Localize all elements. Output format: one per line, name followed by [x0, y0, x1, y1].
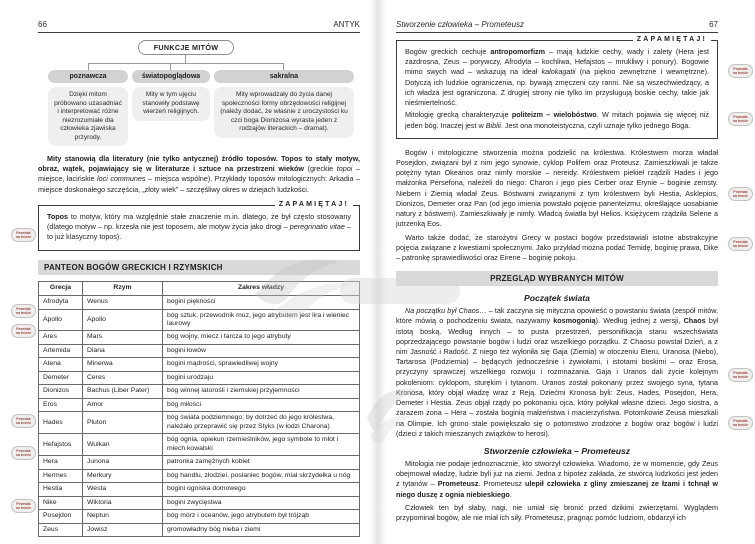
pewniak-badge	[11, 324, 36, 338]
diagram-label-sakralna: sakralna	[214, 70, 354, 83]
pewniak-badge	[728, 416, 753, 430]
gods-table-body	[39, 296, 360, 537]
table-row: Hefajstos Wulkan bóg ognia, opiekun rzemieślników, jego symbole to młot i miech kowalski	[39, 434, 360, 456]
connector-line	[170, 63, 171, 70]
chaos-paragraph: Na początku był Chaos… – tak zaczyna się mityczna opowieść o powstaniu świata (zespół mitów, które mówią o pochodzeniu świata, nazywamy kosmogonią). Według jednej z wersji, Chaos był istotą boską. Według innych – to pusta przestrzeń, personifikacja stanu wszechświata poprzedzającego powstanie bogów i ludzi oraz wszelkiego porządku. Z Chaosu powstał Dzień, a z nim Jasność i Radość. Z niego też wyłoniła się Gaja (Ziemia) w otoczeniu Eteru, Uranosa (Niebo), Tartarosa (Podziemia) – będących jednocześnie i żywiołami, i istotami boskimi – oraz Erosa, przyczyny sprawczej wszelkiego rozwoju i rozmnażania. Gaja i Uranos dali życie kolejnym pokoleniom: cyklopom, sturękim i tytanom. Uranos został pokonany przez swojego syna, tytana Kronosa, który objął władzę wraz z Reją. Dziećmi Kronosa byli: Zeus, Hades, Posejdon, Hera, Demeter i Hestia. Zeus objął rządy po pokonaniu ojca, który połykał własne dzieci. Jego siostra, a zarazem żona – Hera – została boginią małżeństwa i macierzyństwa. Potomkowie Zeusa mieszkali na Olimpie. Ich grono stale powiększało się o potomstwo zrodzone z bogów oraz bogów i ludzi (dzieci z takich mieszanych związków to herosi).	[396, 306, 719, 438]
page-number-left: 66	[38, 20, 47, 29]
badge-line2: na teście	[732, 375, 749, 379]
badge-line2: na teście	[732, 194, 749, 198]
badge-line1: Pewniak	[733, 189, 748, 194]
table-row: Nike Wiktoria bogini zwycięstwa	[39, 496, 360, 509]
gods-table	[38, 281, 360, 538]
section-bar-pantheon: PANTEON BOGÓW GRECKICH I RZYMSKICH	[38, 260, 360, 275]
page-number-right: 67	[709, 20, 718, 29]
section-bar-myths: PRZEGLĄD WYBRANYCH MITÓW	[396, 271, 718, 286]
pewniak-badge	[728, 368, 753, 382]
badge-line2: na teście	[15, 235, 32, 239]
badge-line2: na teście	[15, 311, 32, 315]
abstract-gods-paragraph: Warto także dodać, że starożytni Grecy w postaci bogów przedstawiali istotne abstrakcyjne pojęcia związane z kwestiami społecznymi. Jako przykład można podać Temidę, boginię prawa, Dike – patronkę sprawiedliwości oraz Eirene – boginię pokoju.	[396, 232, 718, 262]
badge-line1: Pewniak	[733, 114, 748, 119]
diagram-box-sakralna: Mity wprowadzały do życia danej społeczności formy obrzędowości religijnej (należy dodać, że właśnie z uroczystości ku czci boga Dionizosa wyrasta jeden z rodzajów literackich – dramat).	[214, 87, 354, 138]
table-row: Dionizos Bachus (Liber Pater) bóg winnej latorośli i ziemskiej przyjemności	[39, 385, 360, 398]
connector-line	[283, 63, 284, 70]
badge-line1: Pewniak	[733, 239, 748, 244]
subhead-creation-of-man: Stworzenie człowieka – Prometeusz	[483, 446, 631, 456]
badge-line1: Pewniak	[16, 501, 31, 506]
badge-line2: na teście	[732, 423, 749, 427]
memo-text-polytheism: Mitologię grecką charakteryzuje politeizm – wielobóstwo. W mitach pojawia się więcej niż jeden bóg. Inaczej jest w Biblii. Jest ona monoteistyczna, czyli uznaje tylko jednego Boga.	[405, 110, 709, 130]
pewniak-badge	[11, 499, 36, 513]
badge-line2: na teście	[732, 119, 749, 123]
col-header-grecja: Grecja	[39, 281, 83, 295]
diagram-label-poznawcza: poznawcza	[48, 70, 128, 83]
badge-line1: Pewniak	[16, 448, 31, 453]
col-header-rzym: Rzym	[83, 281, 163, 295]
connector-line	[88, 63, 89, 70]
prometheus-paragraph: Mitologia nie podaje jednoznacznie, kto stworzył człowieka. Wiadomo, że w momencie, gdy Zeus obejmował władzę, ludzie byli już na ziemi. Jedna z hipotez zakłada, że stwórcą ludzkości jest jeden z tytanów – Prometeusz. Prometeusz ulepił człowieka z gliny zmieszanej ze łzami i tchnął w niego duszę z ognia niebieskiego.	[396, 459, 719, 499]
pewniak-badge	[728, 112, 753, 126]
table-row: Artemida Diana bogini łowów	[39, 344, 360, 357]
diagram-box-poznawcza: Dzięki mitom próbowano uzasadniać i interpretować różne niezrozumiałe dla człowieka zjawiska przyrody.	[48, 87, 128, 146]
kingdoms-paragraph: Bogów i mitologiczne stworzenia można podzielić na królestwa. Królestwem morza władał Posejdon, związani był z nim jego synowie, cyklop Polifem oraz Proteusz. Zamieszkiwali je także potężny tytan Okeanos oraz nimfy morskie – nereidy. Królestwem piekieł rządzili Hades i jego małżonka Persefona, należeli do niego: Charon i jego pies Cerber oraz Erynie – boginie zemsty. Niebem i Ziemią władał Zeus. Bóstwami związanymi z tym królestwem byli Hestia, Asklepios, Dionizos, Demeter oraz Pan (od jego imienia powstało pojęcie panenteizmu, określające uosabianie natury z bóstwem). Zamieszkiwały je nimfy. Władcą światła był Helios. Księżycem rządziła Selene a jutrzenką Eos.	[396, 147, 718, 229]
badge-line1: Pewniak	[733, 370, 748, 375]
pewniak-badge	[728, 237, 753, 251]
table-row: Ares Mars bóg wojny, miecz i tarcza to jego atrybuty	[39, 331, 360, 344]
table-row: Apollo Apollo bóg sztuk, przewodnik muz, jego atrybutem jest lira i wieniec laurowy	[39, 309, 360, 331]
table-row: Zeus Jowisz gromowładny bóg nieba i ziemi	[39, 523, 360, 536]
badge-line1: Pewniak	[733, 418, 748, 423]
badge-line1: Pewniak	[16, 306, 31, 311]
topos-paragraph: Mity stanowią dla literatury (nie tylko antycznej) źródło toposów. Topos to stały motyw, obraz, wątek, pojawiający się w literaturze i sztuce na przestrzeni wieków (greckie topoi – miejsce, łacińskie loci communes – miejsca wspólne). Przykłady toposów mitologicznych: Arkadia – miejsce doskonałego szczęścia, „złoty wiek” – szczęśliwy okres w dziejach ludzkości.	[38, 154, 360, 194]
memo-label: ZAPAMIĘTAJ!	[633, 36, 711, 43]
memo-text: Topos to motyw, który ma względnie stałe znaczenie m.in. dlatego, że był często stosowany (dlatego motyw – np. krzesła nie jest toposem, ale motyw życia jako drogi – peregrinatio vitae – to już klasyczny topos).	[47, 211, 351, 242]
connector-line	[185, 55, 186, 63]
badge-line1: Pewniak	[733, 66, 748, 71]
badge-line2: na teście	[732, 244, 749, 248]
memo-label: ZAPAMIĘTAJ!	[275, 201, 353, 208]
table-row: Hera Junona patronka zamężnych kobiet	[39, 456, 360, 469]
memo-box-gods	[396, 36, 718, 139]
myth-functions-diagram	[38, 40, 360, 150]
badge-line1: Pewniak	[16, 230, 31, 235]
connector-line	[88, 63, 284, 64]
right-page-header	[396, 20, 718, 33]
diagram-title: FUNKCJE MITÓW	[138, 40, 234, 55]
left-page	[0, 0, 377, 544]
diagram-box-swiatopogladowa: Mity w tym ujęciu stanowiły podstawę wierzeń religijnych.	[132, 87, 210, 121]
badge-line1: Pewniak	[16, 416, 31, 421]
table-row: Afrodyta Wenus bogini piękności	[39, 296, 360, 309]
running-header-right: Stworzenie człowieka – Prometeusz	[396, 20, 525, 29]
table-row: Atena Minerwa bogini mądrości, sprawiedliwej wojny	[39, 358, 360, 371]
running-header-left: ANTYK	[333, 20, 360, 29]
pewniak-badge	[728, 187, 753, 201]
diagram-label-swiatopogladowa: światopoglądowa	[132, 70, 210, 83]
memo-box-topos	[38, 200, 360, 251]
badge-line2: na teście	[15, 506, 32, 510]
pewniak-badge	[11, 414, 36, 428]
table-header-row	[39, 281, 360, 295]
pewniak-badge	[11, 446, 36, 460]
subhead-beginning-of-world: Początek świata	[524, 293, 590, 304]
pewniak-badge	[11, 228, 36, 242]
badge-line2: na teście	[15, 453, 32, 457]
memo-text-anthropomorphism: Bogów greckich cechuje antropomorfizm – mają ludzkie cechy, wady i zalety (Hera jest zazdrosna, Zeus – porywczy, Afrodyta – kochliwa, Hefajstos – mrukliwy i ponury). Bogowie mimo swych wad – wskazują na ideał kalokagatii (na piękno zewnętrzne i wewnętrzne). Dotyczą ich ludzkie ograniczenia, np. bywają zmęczeni czy ranni. Nie są wszechwiedzący, a ich władza jest ograniczona. Z drugiej strony nie tylko im przysługują boskie cechy, takie jak nieśmiertelność.	[405, 47, 709, 108]
col-header-zakres: Zakres władzy	[163, 281, 360, 295]
table-row: Hestia Westa bogini ogniska domowego	[39, 483, 360, 496]
pewniak-badge	[11, 304, 36, 318]
left-page-header	[38, 20, 360, 33]
weak-man-paragraph: Człowiek ten był słaby, nagi, nie umiał się bronić przed dzikimi zwierzętami. Wyglądem przypominał bogów, ale nie miał ich siły. Prometeusz, pragnąc pomóc ludziom, obdarzył ich	[396, 502, 718, 523]
badge-line2: na teście	[732, 71, 749, 75]
table-row: Hermes Merkury bóg handlu, złodziei, posłaniec bogów, miał skrzydełka u nóg	[39, 469, 360, 482]
badge-line1: Pewniak	[16, 326, 31, 331]
table-row: Eros Amor bóg miłości	[39, 398, 360, 411]
table-row: Posejdon Neptun bóg mórz i oceanów, jego atrybutem był trójząb	[39, 510, 360, 523]
table-row: Demeter Ceres bogini urodzaju	[39, 371, 360, 384]
right-page	[378, 0, 755, 544]
table-row: Hades Pluton bóg świata podziemnego; by dotrzeć do jego królestwa, należało przeprawić się przez Styks (w łodzi Charona)	[39, 412, 360, 434]
pewniak-badge	[728, 64, 753, 78]
badge-line2: na teście	[15, 331, 32, 335]
badge-line2: na teście	[15, 421, 32, 425]
